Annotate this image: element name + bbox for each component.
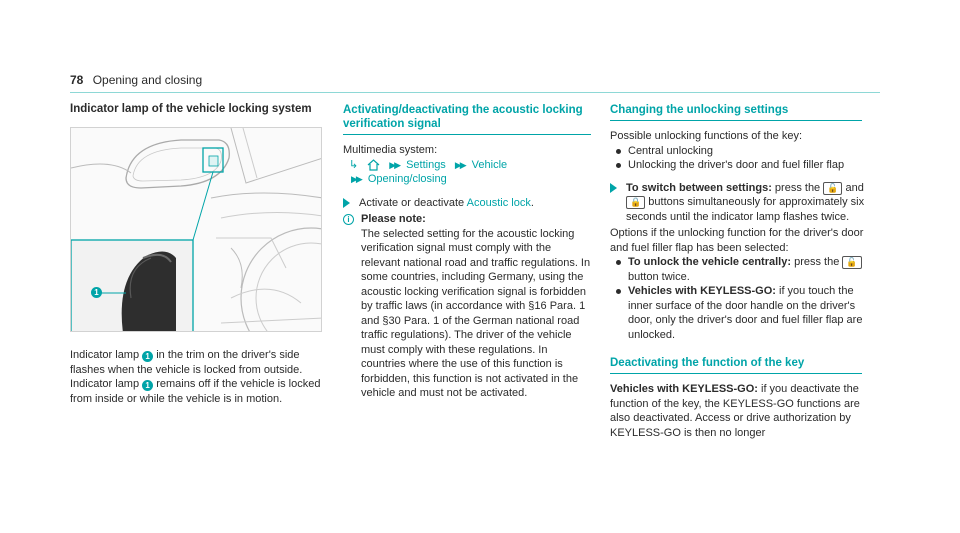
figure-caption [70,348,326,406]
list-item-text: Unlocking the driver's door and fuel filler flap [628,159,845,171]
callout-badge: 1 [142,351,153,362]
figure-callout-1: 1 [91,287,102,298]
multimedia-label: Multimedia system: [343,144,438,156]
section-rule [610,120,862,121]
section-title: Opening and closing [92,73,203,87]
chevron-right-icon: ▶▶ [389,159,400,170]
list-item-text: Central unlocking [628,144,713,157]
please-note-box [343,212,591,401]
section-rule [610,373,862,374]
chevron-right-icon: ▶▶ [454,159,465,170]
nav-path-line-2 [351,172,591,187]
list-item-part: button twice. [628,270,690,283]
list-item-label: To unlock the vehicle centrally: [628,256,792,268]
unlocking-intro: Possible unlocking functions of the key: [610,130,803,142]
home-icon [367,159,380,171]
chevron-right-icon: ▶▶ [351,174,361,184]
door-interior-illustration [70,127,322,332]
step-text [359,196,534,211]
list-item-part: press the [791,256,843,268]
options-text: Options if the unlocking function for the driver's door and fuel filler flap has been selected: [610,227,864,254]
indicator-lamp-heading: Indicator lamp of the vehicle locking system [70,103,312,115]
step-text-before: Activate or deactivate [359,196,467,209]
step-text [626,181,866,225]
bullet-dot [616,163,621,168]
page-header [70,73,202,87]
nav-settings[interactable]: Settings [406,158,446,171]
bullet-dot [616,260,621,265]
note-content [361,212,591,401]
caption-text: Indicator lamp [70,378,143,390]
list-item-text [628,255,866,284]
activate-step [343,196,591,211]
nav-return-arrow-icon: ↳ [349,158,359,171]
step-arrow-icon [610,183,617,193]
deactivating-key-heading: Deactivating the function of the key [610,357,805,369]
unlock-key-icon: 🔓 [842,256,861,269]
section-rule [343,134,591,135]
nav-path-line-1 [349,158,591,173]
list-item [616,158,866,173]
paragraph-text: if you deactivate the function of the key, the KEYLESS-GO functions are also deactivated. Access or drive authorization by KEYLESS-GO is then no longer [610,383,860,439]
caption-paragraph-2 [70,377,326,406]
list-item-label: Vehicles with KEYLESS-GO: [628,285,776,297]
unlocking-settings-section [610,103,866,440]
step-text-part: press the [771,181,824,194]
switch-settings-step [610,181,866,225]
nav-vehicle[interactable]: Vehicle [471,158,508,171]
lock-key-icon: 🔒 [626,196,645,209]
acoustic-lock-link[interactable]: Acoustic lock [466,196,531,209]
step-text-part: buttons simultaneously for approximately six seconds until the indicator lamp flashes twice. [626,196,865,223]
step-text-after: . [530,196,534,209]
header-rule [70,92,880,93]
caption-paragraph-1 [70,348,326,377]
caption-text: in the trim on the driver's side flashes when the vehicle is locked from outside. [70,349,303,376]
step-arrow-icon [343,198,350,208]
paragraph-label: Vehicles with KEYLESS-GO: [610,383,758,395]
callout-badge: 1 [142,380,153,391]
list-item [616,144,866,159]
nav-opening-closing[interactable]: Opening/closing [367,173,447,185]
info-icon: i [343,214,354,225]
door-illustration-svg [71,128,322,332]
caption-text: Indicator lamp [70,349,143,361]
note-text: The selected setting for the acoustic locking verification signal must comply with the relevant national road and traffic regulations. In some countries, including Germany, using the acoustic locking verification signal is forbidden by traffic laws (in accordance with §16 Para. 1 and §30 Para. 1 of the German national road traffic regulations). The driver of the vehicle must comply with these regulations. In countries where the use of this function is forbidden, this function is not activated in the vehicle and must not be activated. [361,227,591,399]
list-item-part: if you touch the inner surface of the door handle on the driver's door, only the driver's door and fuel filler flap are unlocked. [628,285,863,341]
step-label: To switch between settings: [626,181,772,194]
keyless-go-paragraph [610,382,866,440]
bullet-dot [616,289,621,294]
page-number: 78 [70,73,84,87]
caption-text: remains off if the vehicle is locked from inside or while the vehicle is in motion. [70,378,321,405]
list-item [616,284,866,342]
unlocking-settings-heading: Changing the unlocking settings [610,104,789,116]
unlock-key-icon: 🔓 [823,182,842,195]
bullet-dot [616,149,621,154]
list-item-text [628,284,866,342]
acoustic-lock-section [343,103,591,401]
step-text-part: and [842,181,864,194]
note-label: Please note: [361,213,426,225]
list-item [616,255,866,284]
acoustic-lock-heading: Activating/deactivating the acoustic locking verification signal [343,104,583,130]
